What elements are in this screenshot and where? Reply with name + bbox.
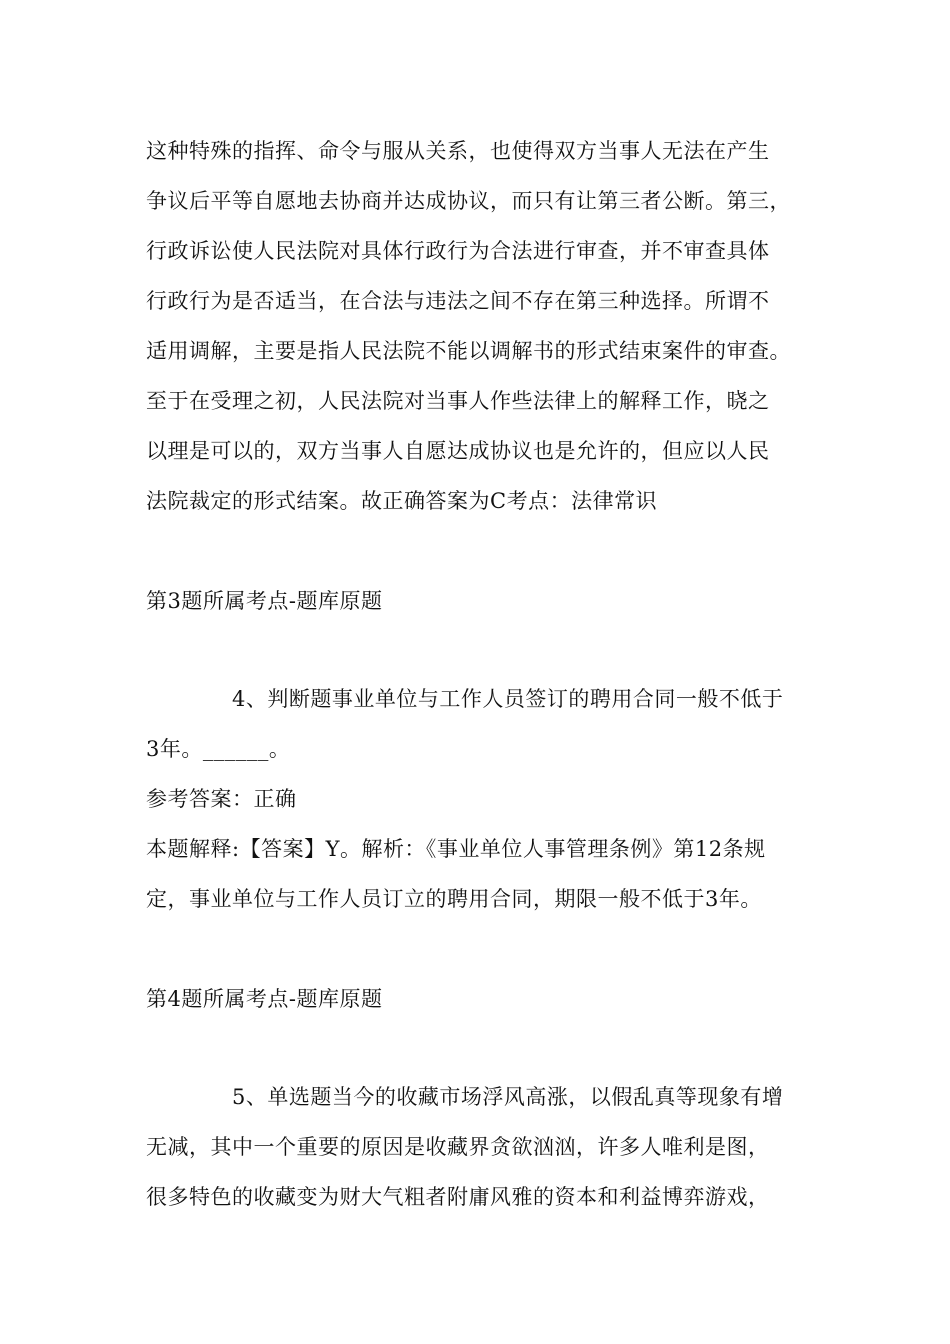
question-text-line: 3年。______。 <box>146 737 291 761</box>
explanation-text-line: 定，事业单位与工作人员订立的聘用合同，期限一般不低于3年。 <box>146 887 762 911</box>
explanation-text-line: 适用调解，主要是指人民法院不能以调解书的形式结束案件的审查。 <box>146 339 791 363</box>
section-heading: 第4题所属考点-题库原题 <box>146 987 383 1011</box>
explanation-text-line: 这种特殊的指挥、命令与服从关系，也使得双方当事人无法在产生 <box>146 139 770 163</box>
explanation-text-line: 至于在受理之初，人民法院对当事人作些法律上的解释工作，晓之 <box>146 389 770 413</box>
explanation-text-line: 法院裁定的形式结案。故正确答案为C考点：法律常识 <box>146 489 658 513</box>
explanation-text-line: 行政诉讼使人民法院对具体行政行为合法进行审查，并不审查具体 <box>146 239 770 263</box>
explanation-text-line: 争议后平等自愿地去协商并达成协议，而只有让第三者公断。第三， <box>146 189 791 213</box>
question-text-line: 无减，其中一个重要的原因是收藏界贪欲汹汹，许多人唯利是图， <box>146 1135 770 1159</box>
explanation-text-line: 行政行为是否适当，在合法与违法之间不存在第三种选择。所谓不 <box>146 289 770 313</box>
question-text-line: 很多特色的收藏变为财大气粗者附庸风雅的资本和利益博弈游戏， <box>146 1185 770 1209</box>
reference-answer: 参考答案：正确 <box>146 787 297 811</box>
explanation-text-line: 本题解释:【答案】Y。解析：《事业单位人事管理条例》第12条规 <box>146 837 766 861</box>
section-heading: 第3题所属考点-题库原题 <box>146 589 383 613</box>
explanation-text-line: 以理是可以的，双方当事人自愿达成协议也是允许的，但应以人民 <box>146 439 770 463</box>
question-text-line: 5、单选题当今的收藏市场浮风高涨，以假乱真等现象有增 <box>232 1085 784 1109</box>
question-text-line: 4、判断题事业单位与工作人员签订的聘用合同一般不低于 <box>232 687 784 711</box>
